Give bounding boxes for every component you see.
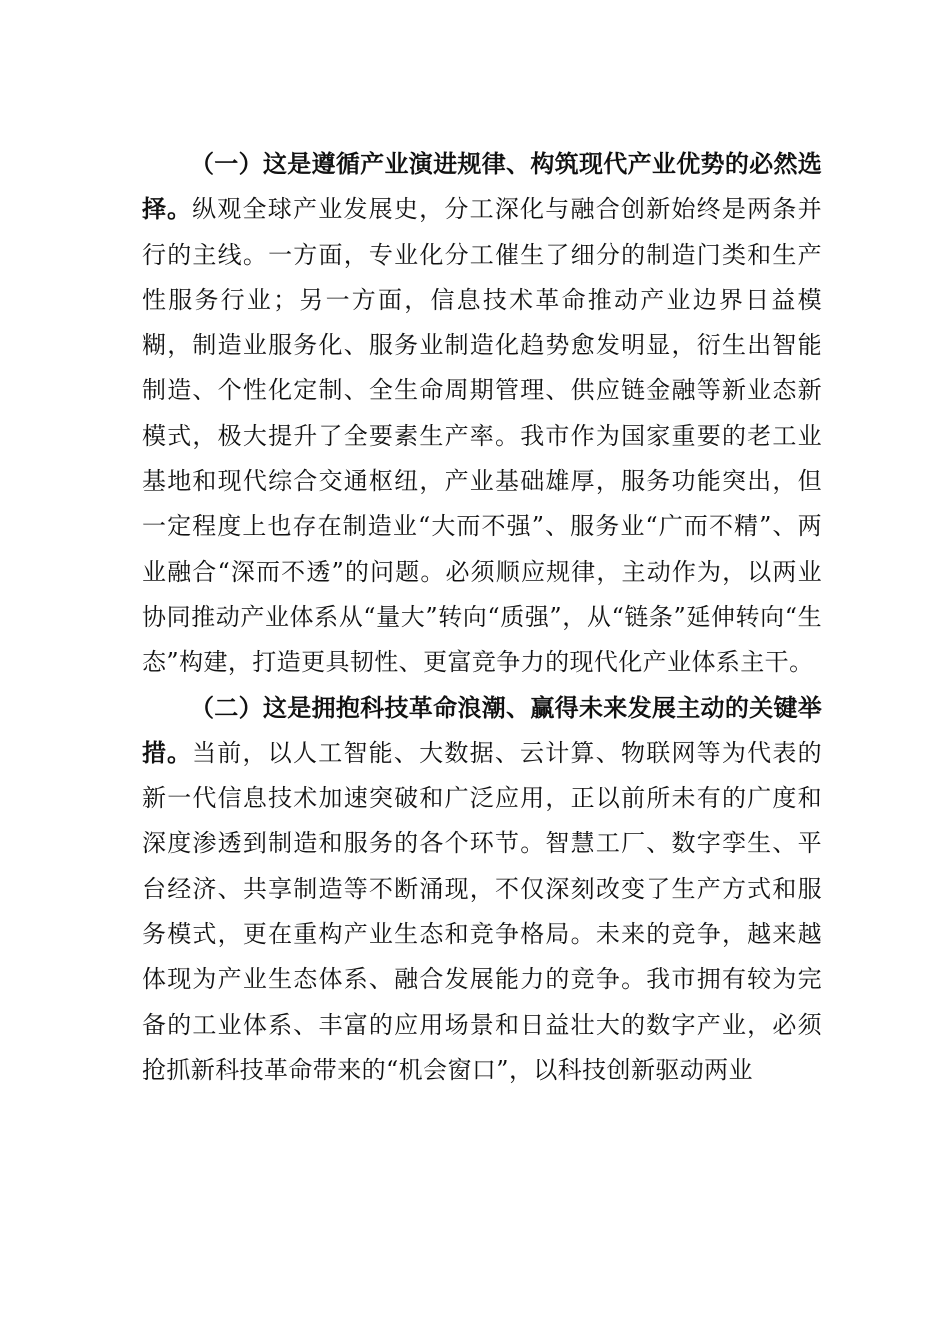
document-body bbox=[142, 142, 822, 1093]
paragraph-1-heading: （一）这是遵循产业演进规律、构筑现代产业优势的必然选择。 bbox=[142, 150, 822, 224]
paragraph-1 bbox=[142, 142, 822, 686]
paragraph-2-text: 当前，以人工智能、大数据、云计算、物联网等为代表的新一代信息技术加速突破和广泛应用，正以前所未有的广度和深度渗透到制造和服务的各个环节。智慧工厂、数字孪生、平台经济、共享制造等不断涌现，不仅深刻改变了生产方式和服务模式，更在重构产业生态和竞争格局。未来的竞争，越来越体现为产业生态体系、融合发展能力的竞争。我市拥有较为完备的工业体系、丰富的应用场景和日益壮大的数字产业，必须抢抓新科技革命带来的“机会窗口”，以科技创新驱动两业 bbox=[142, 738, 822, 1084]
paragraph-2 bbox=[142, 686, 822, 1094]
paragraph-1-text: 纵观全球产业发展史，分工深化与融合创新始终是两条并行的主线。一方面，专业化分工催生了细分的制造门类和生产性服务行业；另一方面，信息技术革命推动产业边界日益模糊，制造业服务化、服务业制造化趋势愈发明显，衍生出智能制造、个性化定制、全生命周期管理、供应链金融等新业态新模式，极大提升了全要素生产率。我市作为国家重要的老工业基地和现代综合交通枢纽，产业基础雄厚，服务功能突出，但一定程度上也存在制造业“大而不强”、服务业“广而不精”、两业融合“深而不透”的问题。必须顺应规律，主动作为，以两业协同推动产业体系从“量大”转向“质强”，从“链条”延伸转向“生态”构建，打造更具韧性、更富竞争力的现代化产业体系主干。 bbox=[142, 195, 822, 677]
paragraph-2-heading: （二）这是拥抱科技革命浪潮、赢得未来发展主动的关键举措。 bbox=[142, 693, 822, 767]
